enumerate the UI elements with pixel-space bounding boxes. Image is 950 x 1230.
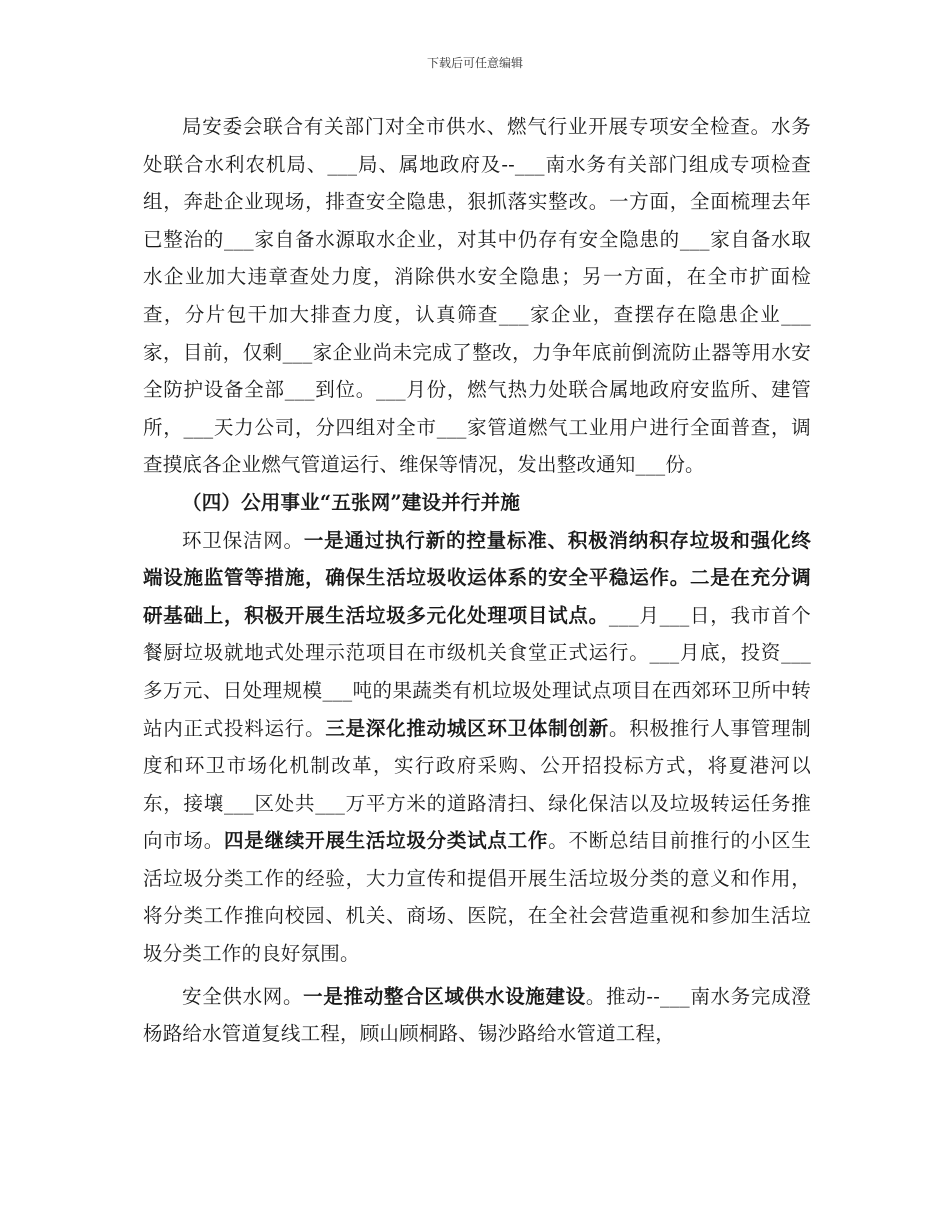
paragraph-sanitation-network: [143, 522, 811, 973]
paragraph-safety-inspection: 局安委会联合有关部门对全市供水、燃气行业开展专项安全检查。水务处联合水利农机局、___局、属地政府及--___南水务有关部门组成专项检查组，奔赴企业现场，排查安全隐患，狠抓落实整改。一方面，全面梳理去年已整治的___家自备水源取水企业，对其中仍存有安全隐患的___家自备水取水企业加大违章查处力度，消除供水安全隐患；另一方面，在全市扩面检查，分片包干加大排查力度，认真筛查___家企业，查摆存在隐患企业___家，目前，仅剩___家企业尚未完成了整改，力争年底前倒流防止器等用水安全防护设备全部___到位。___月份，燃气热力处联合属地政府安监所、建管所，___天力公司，分四组对全市___家管道燃气工业用户进行全面普查，调查摸底各企业燃气管道运行、维保等情况，发出整改通知___份。: [143, 115, 811, 477]
sanitation-label: 环卫保洁网。: [182, 528, 304, 552]
sanitation-detail: ___月___日，我市首个餐厨垃圾就地式处理示范项目在市级机关食堂正式运行。___月底，投资___多万元、日处理规模___吨的果蔬类有机垃圾处理试点项目在西郊环卫所中转站内正式投料运行。: [143, 603, 811, 740]
document-body: [143, 108, 811, 1053]
water-supply-label: 安全供水网。: [182, 984, 304, 1008]
sanitation-point-four: 四是继续开展生活垃圾分类试点工作: [224, 829, 549, 853]
sanitation-detail-three: 。积极推行人事管理制度和环卫市场化机制改革，实行政府采购、公开招投标方式，将夏港河以东，接壤___区处共___万平方米的道路清扫、绿化保洁以及垃圾转运任务推向市场。: [143, 716, 811, 853]
water-supply-detail: 。推动--___南水务完成澄杨路给水管道复线工程，顾山顾桐路、锡沙路给水管道工程，: [143, 984, 811, 1046]
section-heading-four: （四）公用事业“五张网”建设并行并施: [182, 490, 521, 514]
water-supply-point-one: 一是推动整合区域供水设施建设: [303, 984, 586, 1008]
sanitation-point-three: 三是深化推动城区环卫体制创新: [325, 716, 609, 740]
sanitation-detail-four: 。不断总结目前推行的小区生活垃圾分类工作的经验，大力宣传和提倡开展生活垃圾分类的意义和作用，将分类工作推向校园、机关、商场、医院，在全社会营造重视和参加生活垃圾分类工作的良好氛围。: [143, 829, 811, 966]
paragraph-water-supply-network: [143, 978, 811, 1053]
page-header-note: 下载后可任意编辑: [426, 56, 523, 70]
sanitation-points-one-two: 一是通过执行新的控量标准、积极消纳积存垃圾和强化终端设施监管等措施，确保生活垃圾收运体系的安全平稳运作。二是在充分调研基础上，积极开展生活垃圾多元化处理项目试点。: [143, 528, 811, 627]
